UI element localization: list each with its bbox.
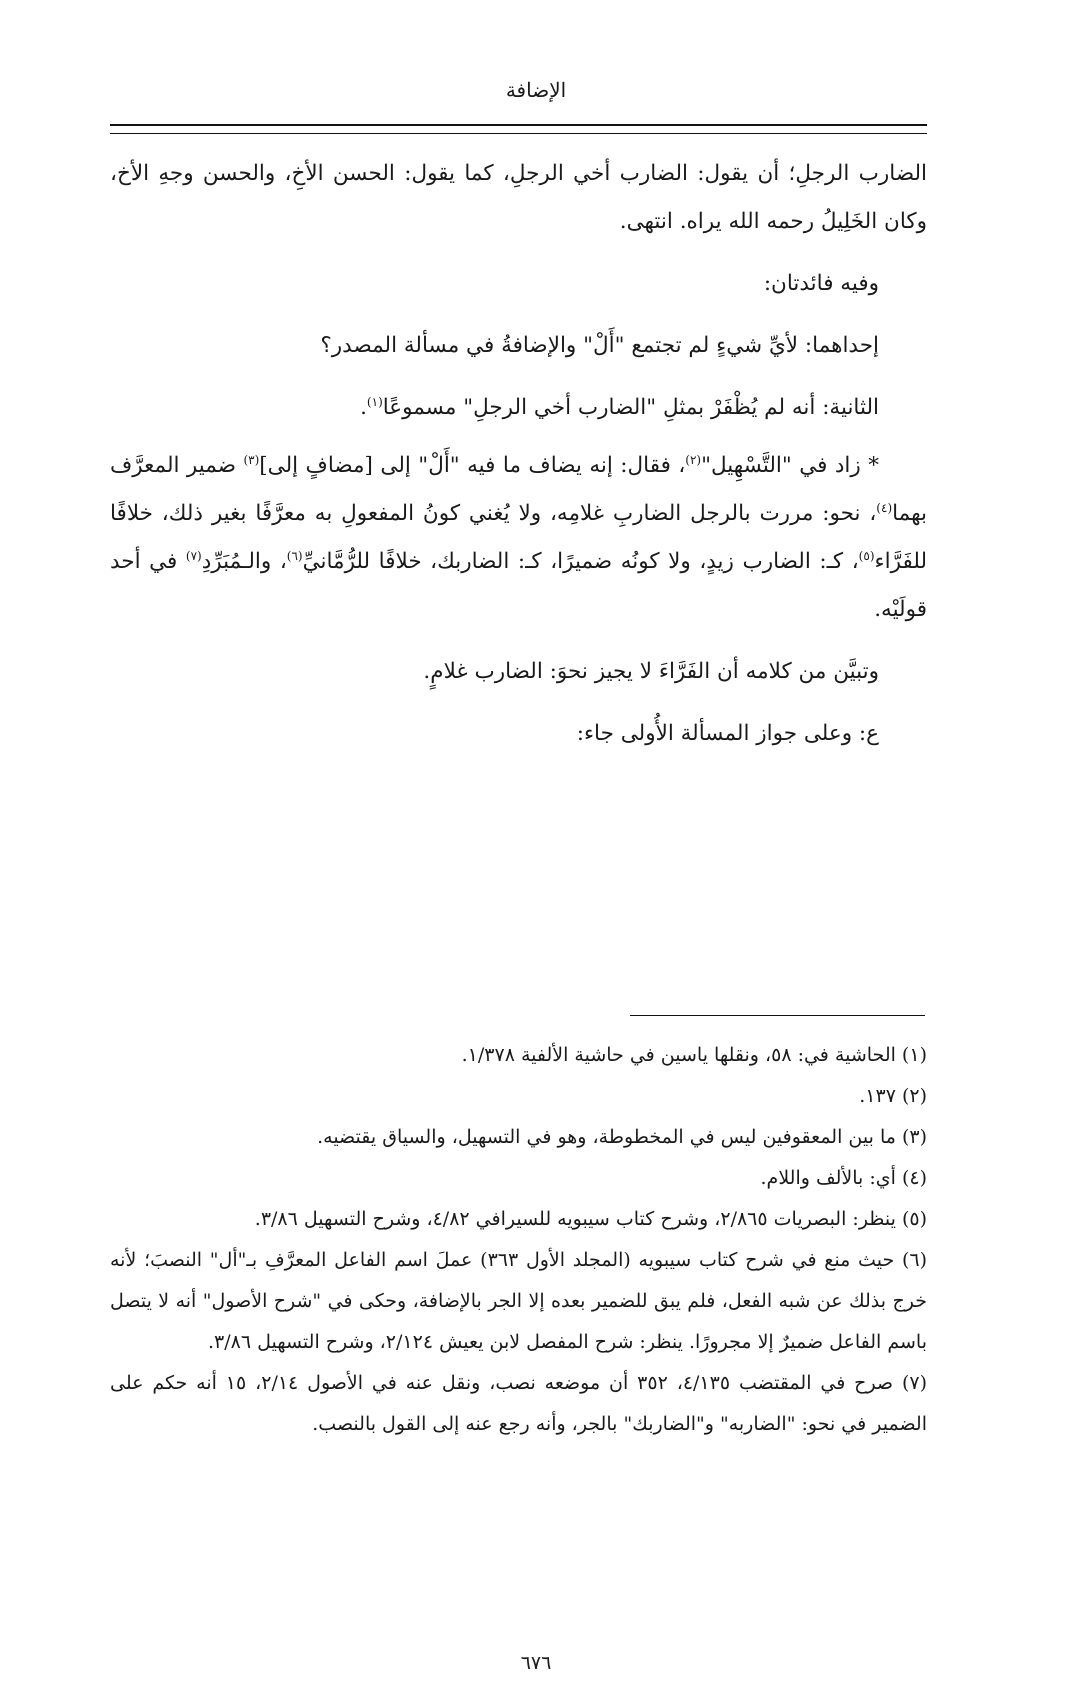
footnote: (٤) أي: بالألف واللام. (760, 1167, 927, 1189)
footnote-separator (630, 1015, 925, 1016)
footnote-ref[interactable]: (٧) (185, 548, 202, 563)
main-text (110, 150, 927, 758)
footnote: (٢) ١٣٧. (859, 1085, 927, 1107)
footnote: (٥) ينظر: البصريات ٢/٨٦٥، وشرح كتاب سيبويه للسيرافي ٤/٨٢، وشرح التسهيل ٣/٨٦. (254, 1208, 927, 1230)
paragraph: وفيه فائدتان: (763, 271, 879, 296)
footnote-ref[interactable]: (١) (366, 394, 383, 409)
header-rule-thin (110, 133, 927, 134)
paragraph: ع: وعلى جواز المسألة الأُولى جاء: (576, 721, 879, 746)
footnote-ref[interactable]: (٢) (685, 452, 702, 467)
footnote: (٦) حيث منع في شرح كتاب سيبويه (المجلد الأول ٣٦٣) عملَ اسم الفاعل المعرَّفِ بـ"أل" النصبَ؛ لأنه خرج بذلك عن شبه الفعل، فلم يبق للضمير بعده إلا الجر بالإضافة، وحكى في "شرح الأصول" أنه لا يتصل باسم الفاعل ضميرٌ إلا مجرورًا. ينظر: شرح المفصل لابن يعيش ٢/١٢٤، وشرح التسهيل ٣/٨٦. (110, 1249, 928, 1353)
paragraph: وتبيَّن من كلامه أن الفَرَّاءَ لا يجيز نحوَ: الضارب غلامٍ. (423, 659, 879, 684)
paragraph: * زاد في "التَّسْهِيل"$^{(٢)}$، فقال: إنه يضاف ما فيه "أَلْ" إلى [مضافٍ إلى]$^{(٣)}$ ضمير المعرَّف بهما$^{(٤)}$، نحو: مررت بالرجل الضاربِ غلامِه، ولا يُغني كونُ المفعولِ به معرَّفًا بغير ذلك، خلافًا للفَرَّاء$^{(٥)}$، كـ: الضارب زيدٍ، ولا كونُه ضميرًا، كـ: الضاربك، خلافًا للرُّمَّانيِّ$^{(٦)}$، والـمُبَرِّدِ$^{(٧)}$ في أحد قولَيْه. (110, 452, 927, 622)
footnotes (110, 1035, 927, 1445)
footnote: (١) الحاشية في: ٥٨، ونقلها ياسين في حاشية الألفية ١/٣٧٨. (461, 1044, 927, 1066)
header-rule-thick (110, 124, 927, 126)
footnote: (٧) صرح في المقتضب ٤/١٣٥، ٣٥٢ أن موضعه نصب، ونقل عنه في الأصول ٢/١٤، ١٥ أنه حكم على الضمير في نحو: "الضاربه" و"الضاربك" بالجر، وأنه رجع عنه إلى القول بالنصب. (110, 1372, 928, 1435)
footnote: (٣) ما بين المعقوفين ليس في المخطوطة، وهو في التسهيل، والسياق يقتضيه. (317, 1126, 927, 1148)
paragraph: الضارب الرجلِ؛ أن يقول: الضارب أخي الرجلِ، كما يقول: الحسن الأخِ، والحسن وجهِ الأخ، وكان الخَلِيلُ رحمه الله يراه. انتهى. (110, 161, 927, 234)
footnote-ref[interactable]: (٣) (243, 452, 260, 467)
paragraph: الثانية: أنه لم يُظْفَرْ بمثلِ "الضارب أخي الرجلِ" مسموعًا$^{(١)}$. (360, 394, 879, 420)
page-number: ٦٧٦ (520, 1652, 552, 1674)
footnote-ref[interactable]: (٥) (858, 548, 875, 563)
paragraph: إحداهما: لأيِّ شيءٍ لم تجتمع "أَلْ" والإضافةُ في مسألة المصدر؟ (320, 333, 879, 358)
footnote-ref[interactable]: (٦) (286, 548, 303, 563)
footnote-ref[interactable]: (٤) (876, 500, 893, 515)
running-header: الإضافة (505, 78, 567, 102)
